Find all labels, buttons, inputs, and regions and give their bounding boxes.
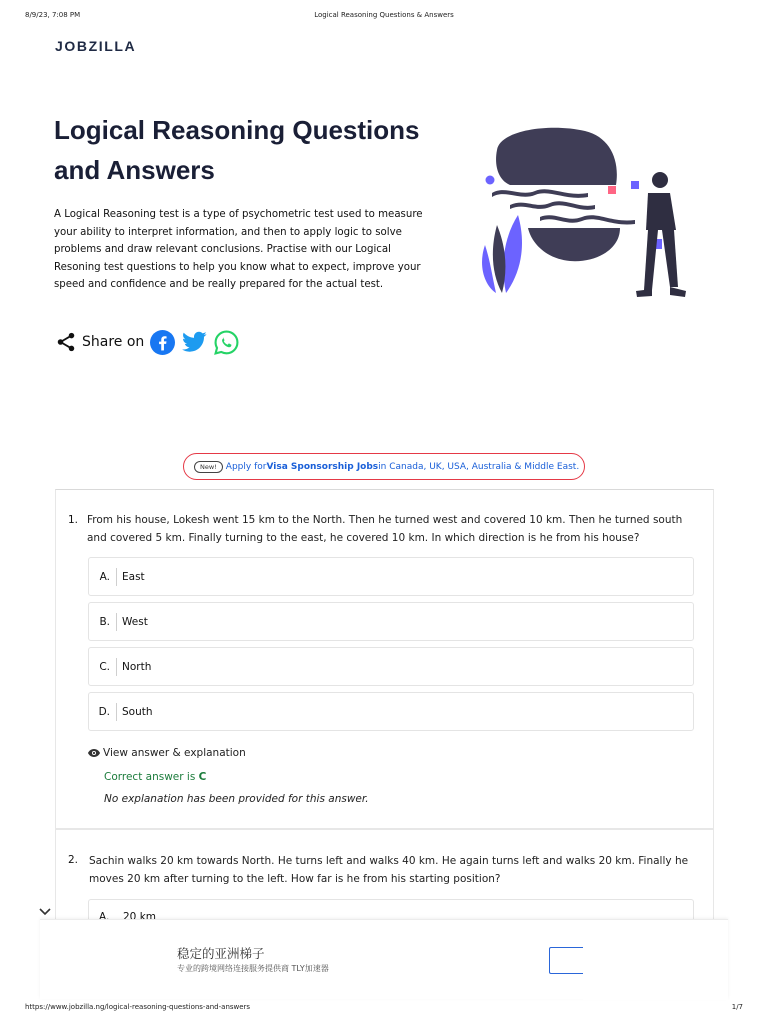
ad-subtitle: 专业的跨境网络连接服务提供商 TLY加速器 — [177, 964, 329, 973]
question-number: 2. — [68, 854, 79, 866]
twitter-icon[interactable] — [182, 331, 207, 353]
correct-answer-letter: C — [198, 771, 207, 783]
question-number: 1. — [68, 514, 79, 526]
page-title: Logical Reasoning Questions and Answers — [54, 115, 420, 185]
option-letter: B. — [99, 615, 110, 628]
ad-mask — [583, 920, 728, 1000]
option-divider — [116, 658, 117, 676]
correct-answer-prefix: Correct answer is — [104, 771, 199, 783]
option-divider — [116, 703, 117, 721]
new-badge: New! — [194, 461, 223, 473]
promo-suffix: in Canada, UK, USA, Australia & Middle East. — [378, 461, 580, 472]
option-divider — [116, 613, 117, 631]
print-date: 8/9/23, 7:08 PM — [25, 11, 81, 19]
ad-cta-button[interactable] — [549, 947, 583, 974]
share-label: Share on — [82, 334, 145, 350]
option-text: East — [122, 570, 145, 583]
option-text: South — [122, 705, 153, 718]
print-footer — [0, 1003, 768, 1015]
option-c[interactable] — [88, 647, 694, 686]
view-answer-label: View answer & explanation — [103, 747, 246, 759]
share-icon[interactable] — [55, 331, 77, 353]
eye-icon — [88, 748, 100, 758]
print-page-number: 1/7 — [731, 1003, 743, 1011]
question-text: Sachin walks 20 km towards North. He turns left and walks 40 km. He again turns left and walks 20 km. Finally he moves 20 km after turning to the left. How far is he from his starting position? — [89, 855, 689, 885]
option-b[interactable] — [88, 602, 694, 641]
correct-answer — [104, 771, 206, 783]
print-title: Logical Reasoning Questions & Answers — [314, 11, 454, 19]
option-text: North — [122, 660, 152, 673]
option-d[interactable] — [88, 692, 694, 731]
option-divider — [116, 568, 117, 586]
hero-illustration — [470, 125, 700, 305]
option-letter: A. — [99, 911, 110, 919]
option-letter: D. — [98, 705, 110, 718]
promo-highlight[interactable]: Visa Sponsorship Jobs — [266, 461, 379, 472]
visa-promo-banner[interactable] — [183, 453, 585, 480]
ad-title: 稳定的亚洲梯子 — [177, 946, 265, 961]
option-letter: C. — [99, 660, 110, 673]
question-text: From his house, Lokesh went 15 km to the North. Then he turned west and covered 10 km. Then he turned south and covered 5 km. Finally turning to the east, he covered 10 km. In which direction is he from his house? — [87, 514, 683, 544]
view-answer-toggle[interactable] — [88, 747, 246, 759]
facebook-icon[interactable] — [150, 330, 175, 355]
whatsapp-icon[interactable] — [214, 330, 239, 355]
option-text: West — [122, 615, 148, 628]
share-bar — [55, 328, 246, 356]
promo-prefix: Apply for — [225, 461, 267, 472]
option-text: 20 km — [123, 911, 157, 919]
ad-banner[interactable] — [40, 919, 728, 999]
print-url: https://www.jobzilla.ng/logical-reasoning-questions-and-answers — [25, 1003, 251, 1011]
intro-paragraph: A Logical Reasoning test is a type of psychometric test used to measure your ability to interpret information, and then to apply logic to solve problems and draw relevant conclusions. Practise with our Logical Resoning test questions to help you know what to expect, improve your speed and confidence and be really prepared for the actual test. — [54, 209, 423, 290]
option-a[interactable] — [88, 899, 694, 919]
option-a[interactable] — [88, 557, 694, 596]
brand-logo[interactable]: JOBZILLA — [55, 38, 137, 54]
print-header — [0, 11, 768, 23]
option-letter: A. — [99, 570, 110, 583]
answer-explanation: No explanation has been provided for this answer. — [104, 793, 369, 805]
